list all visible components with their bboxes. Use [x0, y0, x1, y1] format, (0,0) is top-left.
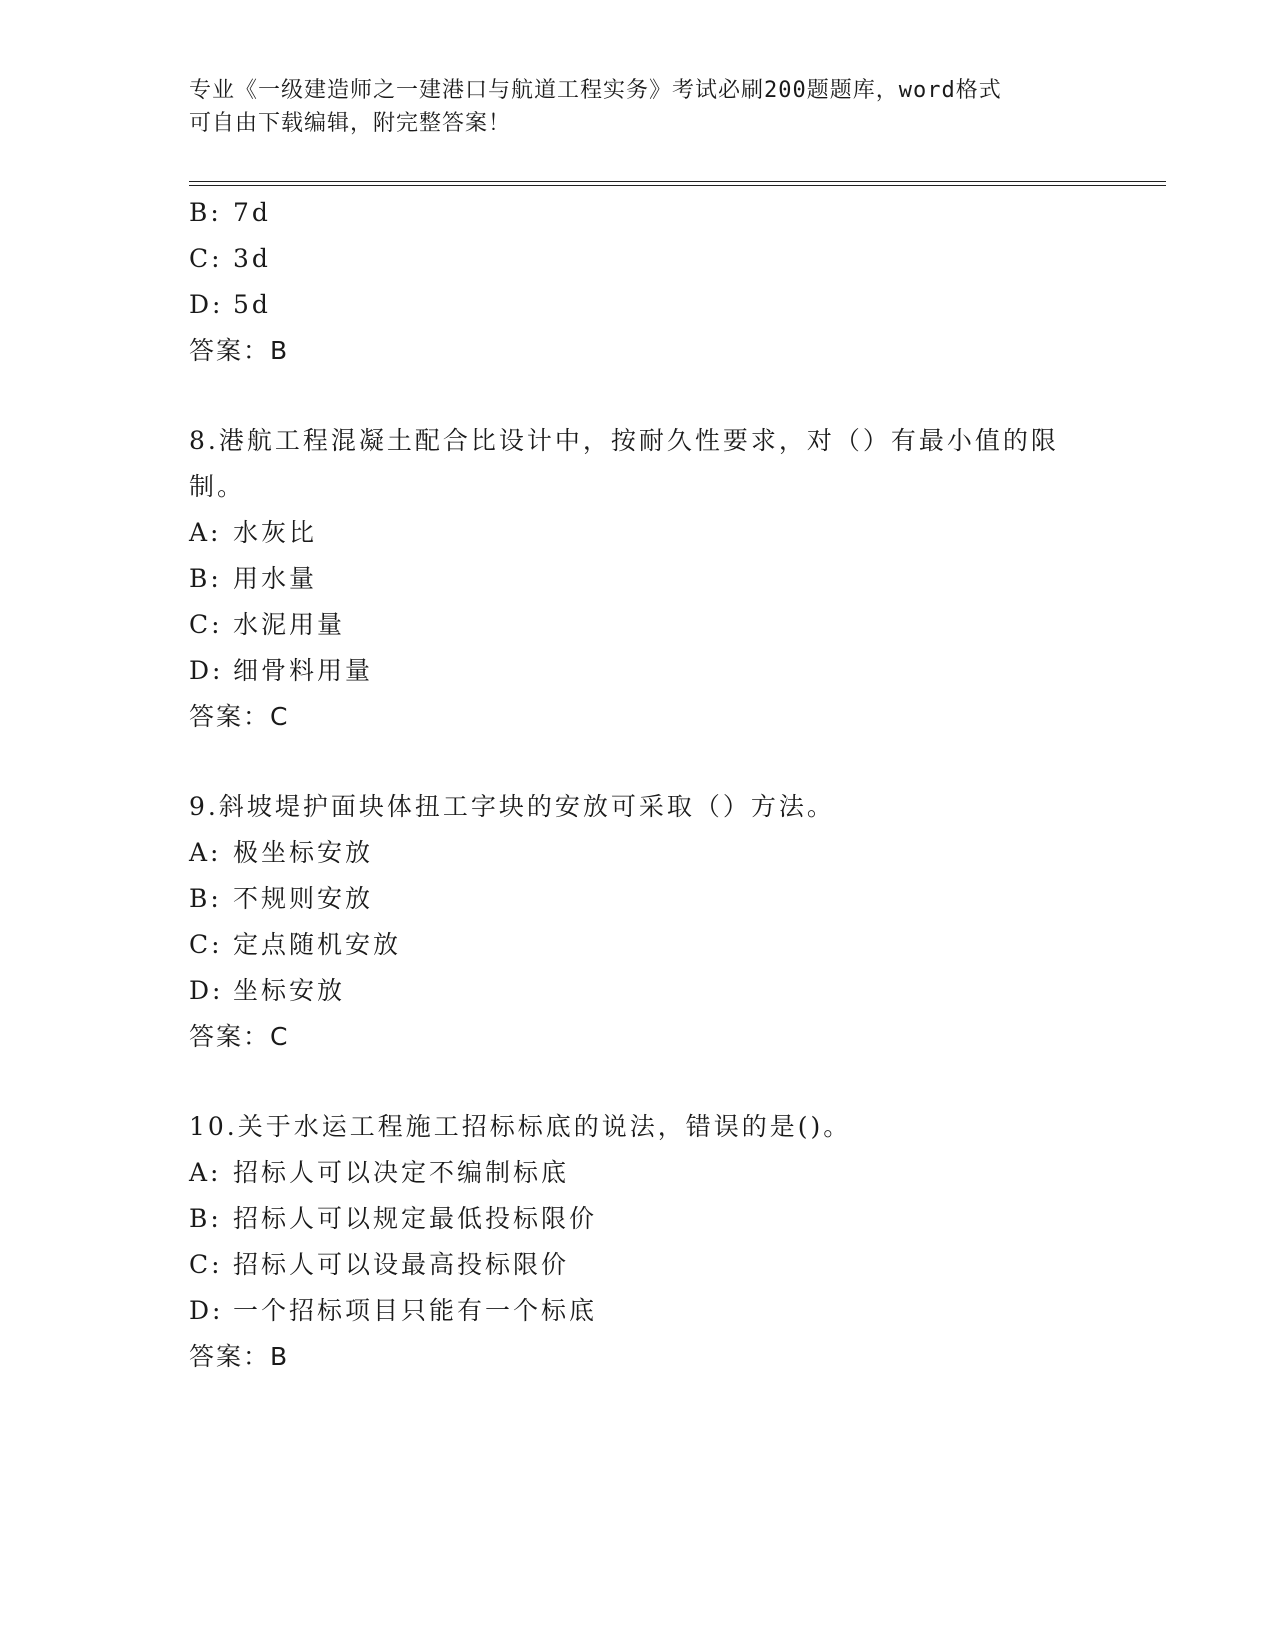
option-c: C: 招标人可以设最高投标限价 [189, 1250, 570, 1279]
answer: 答案：B [189, 336, 290, 365]
question-9 [189, 784, 1089, 1060]
question-stem: 9.斜坡堤护面块体扭工字块的安放可采取（）方法。 [189, 792, 835, 821]
option-a: A: 极坐标安放 [189, 838, 374, 867]
document-header [189, 74, 1089, 140]
option-c: C: 定点随机安放 [189, 930, 402, 959]
header-divider-bottom [189, 185, 1166, 186]
option-b: B: 招标人可以规定最低投标限价 [189, 1204, 598, 1233]
question-list [189, 190, 1089, 1380]
option-b: B: 不规则安放 [189, 884, 374, 913]
question-10 [189, 1104, 1089, 1380]
option-c: C: 3d [189, 244, 271, 273]
question-stem: 8.港航工程混凝土配合比设计中，按耐久性要求，对（）有最小值的限制。 [189, 426, 1059, 501]
option-b: B: 用水量 [189, 564, 318, 593]
header-line-2: 可自由下载编辑，附完整答案！ [189, 111, 512, 136]
header-line-1: 专业《一级建造师之一建港口与航道工程实务》考试必刷200题题库，word格式 [189, 78, 1002, 103]
option-a: A: 水灰比 [189, 518, 318, 547]
question-stem: 10.关于水运工程施工招标标底的说法，错误的是()。 [189, 1112, 852, 1141]
option-a: A: 招标人可以决定不编制标底 [189, 1158, 570, 1187]
option-c: C: 水泥用量 [189, 610, 346, 639]
question-7-continued [189, 190, 1089, 374]
answer: 答案：C [189, 702, 290, 731]
answer: 答案：C [189, 1022, 290, 1051]
option-d: D: 5d [189, 290, 271, 319]
option-b: B: 7d [189, 198, 271, 227]
option-d: D: 坐标安放 [189, 976, 346, 1005]
option-d: D: 细骨料用量 [189, 656, 374, 685]
option-d: D: 一个招标项目只能有一个标底 [189, 1296, 598, 1325]
question-8 [189, 418, 1089, 740]
answer: 答案：B [189, 1342, 290, 1371]
header-divider-top [189, 181, 1166, 182]
